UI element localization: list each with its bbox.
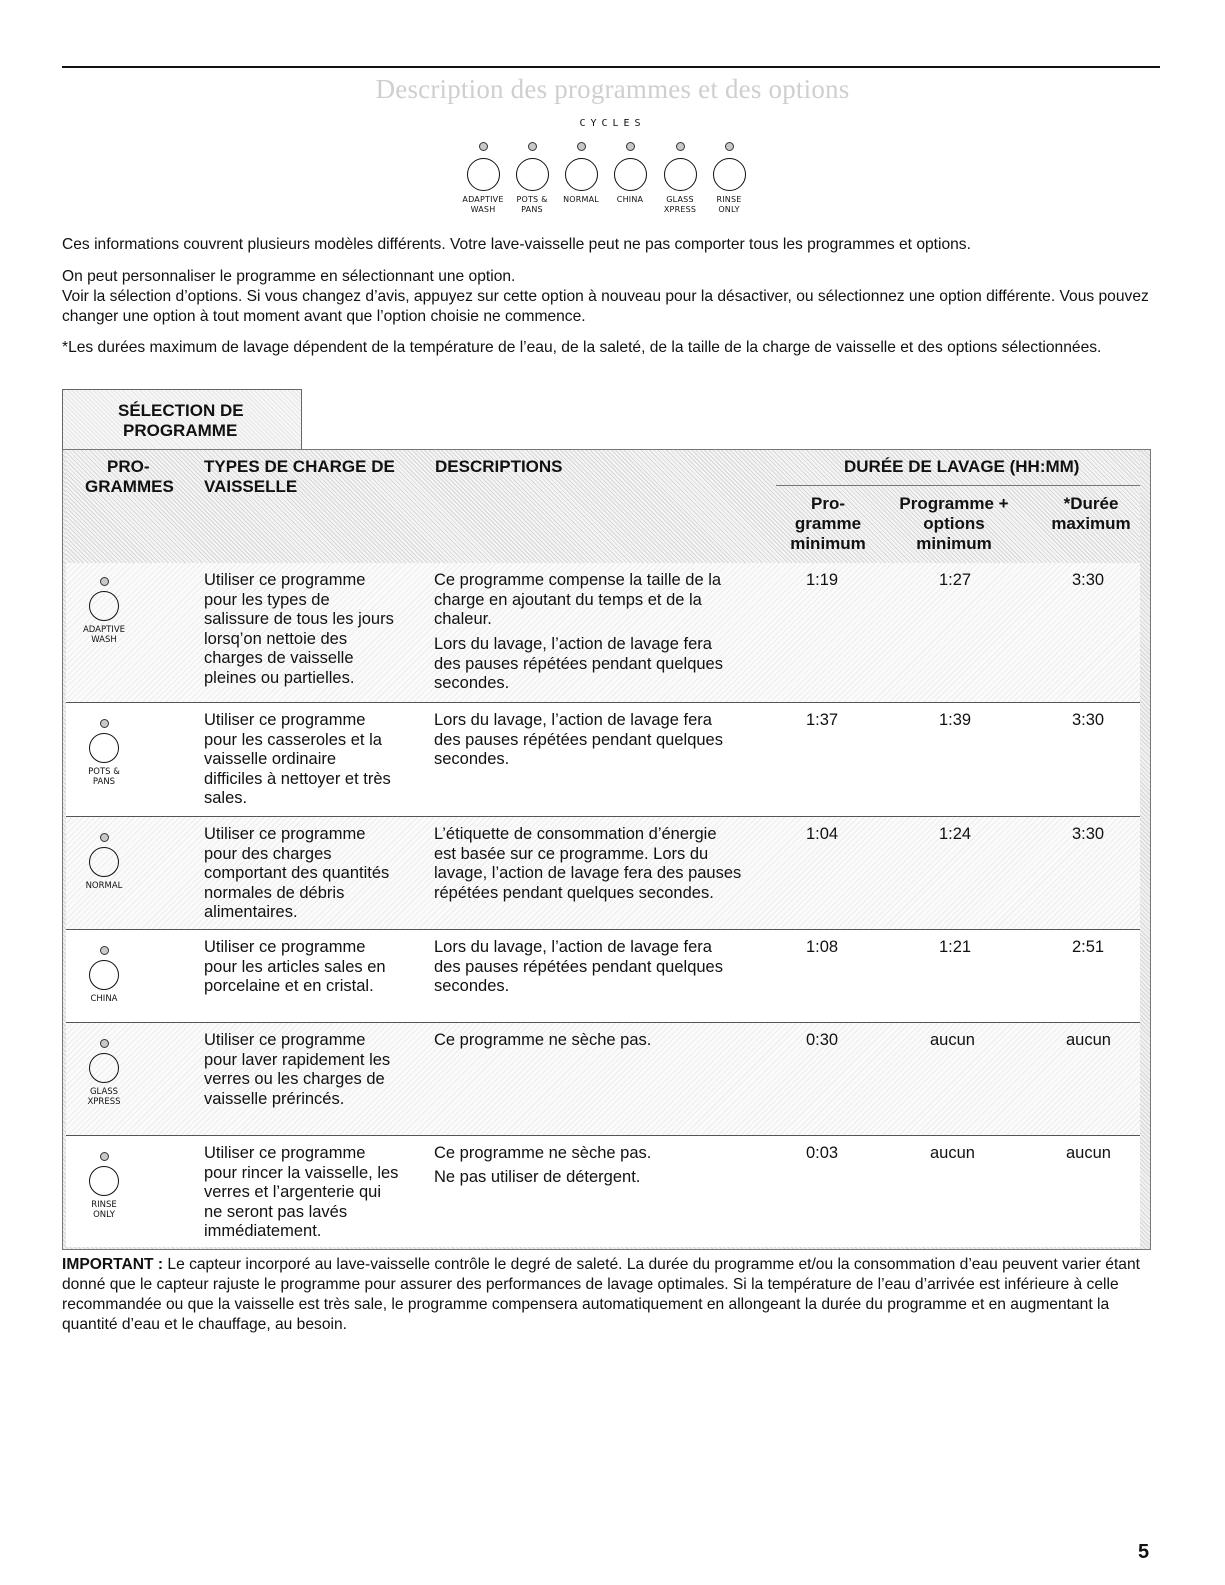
adaptive-wash-button-icon: ADAPTIVE WASH — [74, 577, 134, 645]
table-header: PRO- GRAMMES TYPES DE CHARGE DE VAISSELLE DESCRIPTIONS DURÉE DE LAVAGE (HH:MM) Pro- gramme minimum Programme + options minimum *Durée maximum — [66, 450, 1140, 563]
round-button-icon — [614, 158, 647, 191]
table-row: ADAPTIVE WASH Utiliser ce programme pour les types de salissure de tous les jours lorsq’on nettoie des charges de vaisselle pleines ou partielles. Ce programme compense la taille de la charge en ajoutant du temps et de la chaleur. Lors du lavage, l’action de lavage fera des pauses répétées pendant quelques secondes. 1:19 1:27 3:30 — [66, 563, 1140, 703]
table-row: POTS & PANS Utiliser ce programme pour les casseroles et la vaisselle ordinaire difficiles à nettoyer et très sales. Lors du lavage, l’action de lavage fera des pauses répétées pendant quelques secondes. 1:37 1:39 3:30 — [66, 703, 1140, 817]
normal-button-icon: NORMAL — [74, 833, 134, 891]
round-button-icon — [565, 158, 598, 191]
panel-button-normal: NORMAL — [551, 142, 611, 205]
round-button-icon — [713, 158, 746, 191]
programme-table — [62, 449, 1151, 1250]
control-panel-illustration — [0, 114, 1225, 224]
table-row: RINSE ONLY Utiliser ce programme pour rincer la vaisselle, les verres et l’argenterie qui ne seront pas lavés immédiatement. Ce programme ne sèche pas. Ne pas utiliser de détergent. 0:03 aucun aucun — [66, 1136, 1140, 1247]
intro-paragraph-1: Ces informations couvrent plusieurs modèles différents. Votre lave-vaisselle peut ne pas comporter tous les programmes et options. — [62, 236, 971, 253]
cycles-label: CYCLES — [579, 118, 646, 129]
panel-button-glass-xpress: GLASS XPRESS — [650, 142, 710, 215]
round-button-icon — [664, 158, 697, 191]
intro-paragraph-2: On peut personnaliser le programme en sélectionnant une option. — [62, 268, 516, 285]
table-section-tab: SÉLECTION DE PROGRAMME — [62, 389, 302, 450]
indicator-light-icon — [725, 142, 734, 151]
indicator-light-icon — [528, 142, 537, 151]
intro-paragraph-4: *Les durées maximum de lavage dépendent de la température de l’eau, de la saleté, de la taille de la charge de vaisselle et des options sélectionnées. — [62, 339, 1102, 356]
page-number: 5 — [1138, 1541, 1150, 1563]
rinse-only-button-icon: RINSE ONLY — [74, 1152, 134, 1220]
table-row: CHINA Utiliser ce programme pour les articles sales en porcelaine et en cristal. Lors du lavage, l’action de lavage fera des pauses répétées pendant quelques secondes. 1:08 1:21 2:51 — [66, 930, 1140, 1023]
indicator-light-icon — [626, 142, 635, 151]
indicator-light-icon — [676, 142, 685, 151]
panel-button-china: CHINA — [600, 142, 660, 205]
round-button-icon — [516, 158, 549, 191]
page-title: Description des programmes et des options — [375, 74, 850, 104]
important-note: IMPORTANT : Le capteur incorporé au lave-vaisselle contrôle le degré de saleté. La durée du programme et/ou la consommation d’eau peuvent varier étant donné que le capteur rajuste le programme pour assurer des performances de lavage optimales. Si la température de l’eau d’arrivée est inférieure à celle recommandée ou que la vaisselle est très sale, le programme compensera automatiquement en allongeant la durée du programme et en augmentant la quantité d’eau et le chauffage, au besoin. — [62, 1256, 1140, 1333]
china-button-icon: CHINA — [74, 946, 134, 1004]
intro-paragraph-3: Voir la sélection d’options. Si vous changez d’avis, appuyez sur cette option à nouveau pour la désactiver, ou sélectionnez une option différente. Vous pouvez changer une option à tout moment avant que l’option choisie ne commence. — [62, 288, 1149, 325]
table-row: GLASS XPRESS Utiliser ce programme pour laver rapidement les verres ou les charges de vaisselle prérincés. Ce programme ne sèche pas. 0:30 aucun aucun — [66, 1023, 1140, 1136]
panel-button-pots-pans: POTS & PANS — [502, 142, 562, 215]
glass-xpress-button-icon: GLASS XPRESS — [74, 1039, 134, 1107]
table-row: NORMAL Utiliser ce programme pour des charges comportant des quantités normales de débris alimentaires. L’étiquette de consommation d’énergie est basée sur ce programme. Lors du lavage, l’action de lavage fera des pauses répétées pendant quelques secondes. 1:04 1:24 3:30 — [66, 817, 1140, 930]
pots-pans-button-icon: POTS & PANS — [74, 719, 134, 787]
round-button-icon — [467, 158, 500, 191]
indicator-light-icon — [577, 142, 586, 151]
panel-button-rinse-only: RINSE ONLY — [699, 142, 759, 215]
panel-button-adaptive-wash: ADAPTIVE WASH — [453, 142, 513, 215]
top-rule — [62, 66, 1160, 68]
indicator-light-icon — [479, 142, 488, 151]
